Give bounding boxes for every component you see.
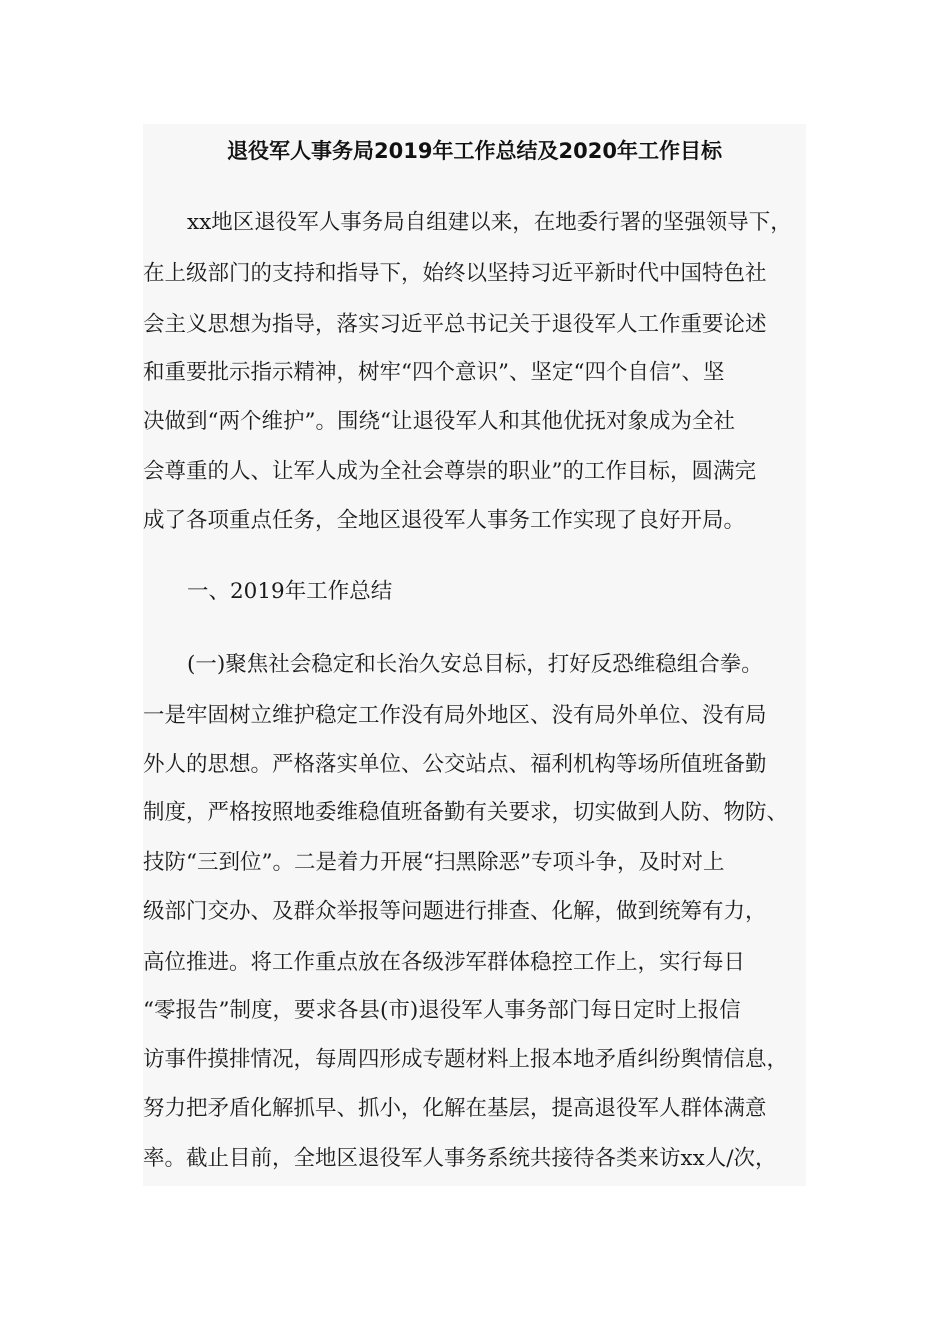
paragraph-line: 高位推进。将工作重点放在各级涉军群体稳控工作上，实行每日 [143, 950, 746, 975]
document-page [143, 124, 806, 1186]
paragraph-line: 访事件摸排情况，每周四形成专题材料上报本地矛盾纠纷舆情信息， [143, 1047, 789, 1072]
paragraph-line: 制度，严格按照地委维稳值班备勤有关要求，切实做到人防、物防、 [143, 800, 789, 825]
section-heading: 一、2019年工作总结 [187, 579, 393, 604]
paragraph-line: 级部门交办、及群众举报等问题进行排查、化解，做到统筹有力， [143, 899, 767, 924]
subsection-heading: (一)聚焦社会稳定和长治久安总目标，打好反恐维稳组合拳。 [187, 652, 763, 677]
paragraph-line: 一是牢固树立维护稳定工作没有局外地区、没有局外单位、没有局 [143, 703, 767, 728]
document-title: 退役军人事务局2019年工作总结及2020年工作目标 [227, 139, 722, 163]
paragraph-line: xx地区退役军人事务局自组建以来，在地委行署的坚强领导下， [187, 210, 792, 235]
paragraph-line: 率。截止目前，全地区退役军人事务系统共接待各类来访xx人/次， [143, 1146, 777, 1171]
paragraph-line: 决做到“两个维护”。围绕“让退役军人和其他优抚对象成为全社 [143, 409, 735, 434]
paragraph-line: 努力把矛盾化解抓早、抓小，化解在基层，提高退役军人群体满意 [143, 1096, 767, 1121]
paragraph-line: 和重要批示指示精神，树牢“四个意识”、坚定“四个自信”、坚 [143, 360, 725, 385]
paragraph-line: 会主义思想为指导，落实习近平总书记关于退役军人工作重要论述 [143, 312, 767, 337]
paragraph-line: 在上级部门的支持和指导下，始终以坚持习近平新时代中国特色社 [143, 261, 767, 286]
paragraph-line: 会尊重的人、让军人成为全社会尊崇的职业”的工作目标，圆满完 [143, 459, 756, 484]
paragraph-line: “零报告”制度，要求各县(市)退役军人事务部门每日定时上报信 [143, 998, 741, 1023]
paragraph-line: 技防“三到位”。二是着力开展“扫黑除恶”专项斗争，及时对上 [143, 850, 725, 875]
paragraph-line: 成了各项重点任务，全地区退役军人事务工作实现了良好开局。 [143, 508, 746, 533]
paragraph-line: 外人的思想。严格落实单位、公交站点、福利机构等场所值班备勤 [143, 752, 767, 777]
